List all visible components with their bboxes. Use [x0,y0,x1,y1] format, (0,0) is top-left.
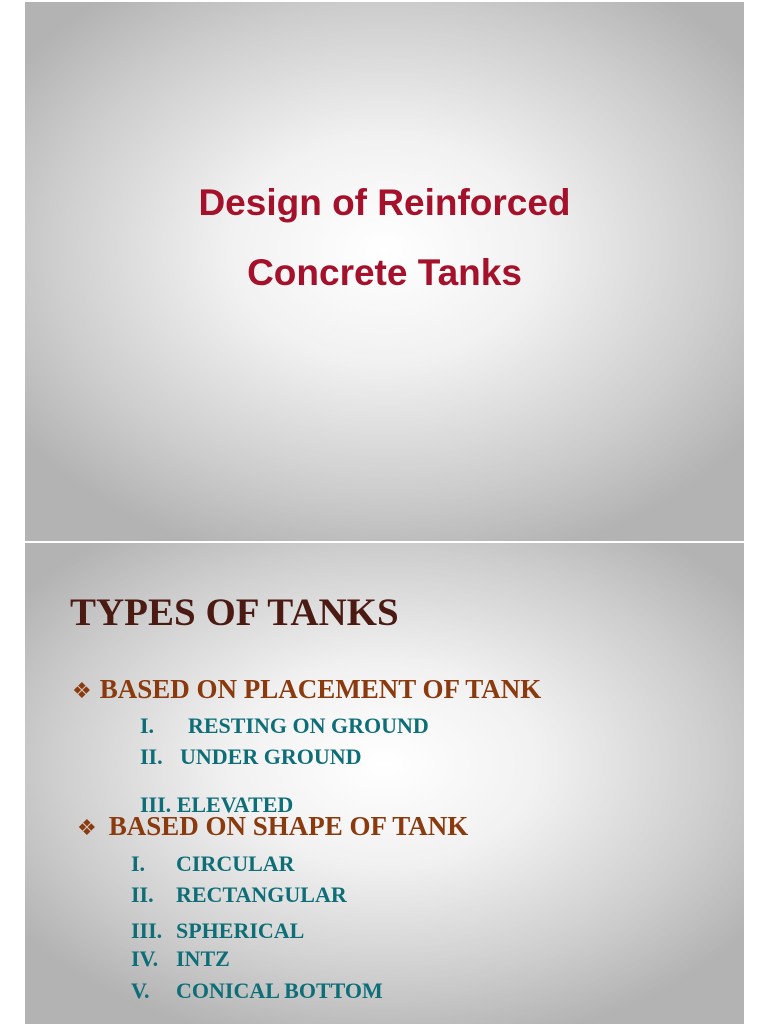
list-number: I. [131,851,146,876]
list-number: II. [131,882,154,907]
diamond-bullet-icon: ❖ [77,816,97,841]
slide-title-line-1: Design of Reinforced [198,182,571,223]
list-number: III. [140,792,172,817]
list-item [131,884,347,906]
section-label: BASED ON PLACEMENT OF TANK [99,674,542,704]
list-number: IV. [131,946,159,971]
list-number: V. [131,978,150,1003]
list-text: ELEVATED [176,792,294,817]
list-text: UNDER GROUND [180,744,362,769]
section-shape [77,813,468,840]
list-text: CIRCULAR [176,851,295,876]
slide-heading: TYPES OF TANKS [70,591,399,634]
diamond-bullet-icon: ❖ [72,679,92,704]
list-text: SPHERICAL [176,918,305,943]
list-item [140,715,429,737]
list-text: RESTING ON GROUND [188,713,429,738]
list-number: III. [131,918,163,943]
list-item [140,746,362,768]
list-item [131,920,304,942]
section-placement [72,676,541,703]
list-text: RECTANGULAR [176,882,347,907]
list-item [131,853,295,875]
list-item [131,980,383,1002]
list-number: II. [140,744,163,769]
list-text: CONICAL BOTTOM [176,978,383,1003]
slide-1 [25,2,744,541]
list-text: INTZ [176,946,230,971]
slide-title-line-2: Concrete Tanks [247,252,522,293]
list-number: I. [140,713,155,738]
list-item [131,948,230,970]
slide-2 [25,543,744,1024]
section-label: BASED ON SHAPE OF TANK [108,811,469,841]
